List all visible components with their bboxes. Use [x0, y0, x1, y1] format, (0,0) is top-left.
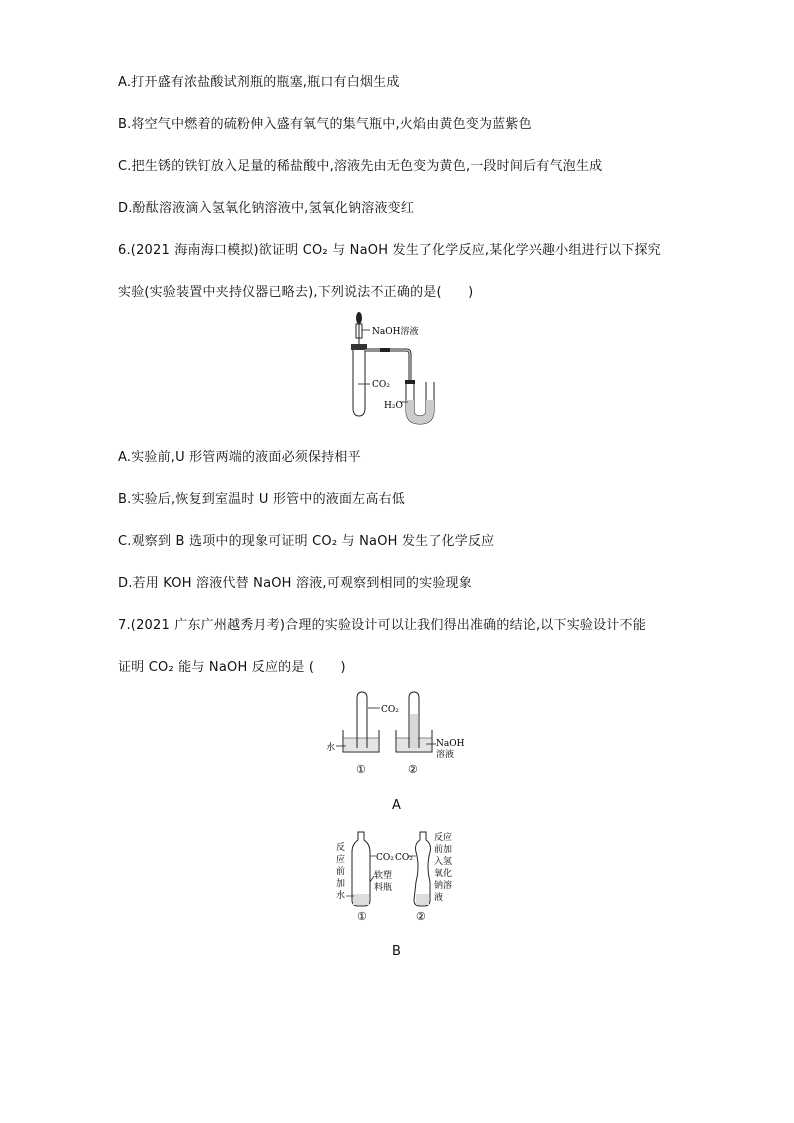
vertical-char: 加 — [336, 879, 346, 889]
vertical-char: 前加 — [434, 845, 453, 855]
bottle-label-2: 料瓶 — [374, 883, 393, 893]
q6-option-c: C.观察到 B 选项中的现象可证明 CO₂ 与 NaOH 发生了化学反应 — [118, 534, 495, 549]
q6-option-a: A.实验前,U 形管两端的液面必须保持相平 — [118, 450, 361, 465]
num-1: ① — [356, 763, 366, 776]
dropper-bulb — [356, 312, 362, 324]
q5-option-b: B.将空气中燃着的硫粉伸入盛有氧气的集气瓶中,火焰由黄色变为蓝紫色 — [118, 117, 532, 132]
vertical-char: 反应 — [434, 833, 453, 843]
q6-stem-line2: 实验(实验装置中夹持仪器已略去),下列说法不正确的是( ) — [118, 285, 474, 300]
q6-apparatus-figure — [340, 310, 460, 430]
q6-option-d: D.若用 KOH 溶液代替 NaOH 溶液,可观察到相同的实验现象 — [118, 576, 472, 591]
vertical-char: 应 — [336, 855, 346, 865]
num-2: ② — [408, 763, 418, 776]
vertical-char: 钠溶 — [434, 881, 453, 891]
bottle-label-1: 软塑 — [374, 871, 393, 881]
vertical-char: 反 — [336, 843, 346, 853]
label-naoh-1: NaOH — [436, 739, 465, 749]
label-co2-right: CO₂ — [395, 853, 413, 863]
label-water: 水 — [326, 743, 336, 753]
vertical-char: 液 — [434, 893, 444, 903]
test-tube — [353, 348, 365, 416]
label-naoh-2: 溶液 — [436, 750, 455, 760]
vertical-char: 水 — [336, 891, 346, 901]
q7-figure-b — [330, 826, 480, 926]
q7-figure-a-caption: A — [392, 798, 401, 813]
stopper — [351, 344, 367, 350]
q7-stem-line2: 证明 CO₂ 能与 NaOH 反应的是 ( ) — [118, 660, 346, 675]
q7-figure-b-caption: B — [392, 944, 401, 959]
vertical-char: 氧化 — [434, 869, 453, 879]
vertical-char: 入氢 — [434, 857, 453, 867]
u-tube-water — [406, 400, 434, 424]
q7-figure-a — [326, 688, 476, 780]
label-co2: CO₂ — [372, 380, 390, 390]
q5-option-c: C.把生锈的铁钉放入足量的稀盐酸中,溶液先由无色变为黄色,一段时间后有气泡生成 — [118, 159, 603, 174]
num-1: ① — [357, 910, 367, 923]
q5-option-a: A.打开盛有浓盐酸试剂瓶的瓶塞,瓶口有白烟生成 — [118, 75, 400, 90]
num-2: ② — [416, 910, 426, 923]
label-h2o: H₂O — [384, 401, 403, 411]
vertical-char: 前 — [336, 867, 346, 877]
q5-option-d: D.酚酞溶液滴入氢氧化钠溶液中,氢氧化钠溶液变红 — [118, 201, 415, 216]
connecting-tube — [365, 350, 410, 382]
q6-stem-line1: 6.(2021 海南海口模拟)欲证明 CO₂ 与 NaOH 发生了化学反应,某化学兴趣小组进行以下探究 — [118, 243, 661, 258]
q6-option-b: B.实验后,恢复到室温时 U 形管中的液面左高右低 — [118, 492, 405, 507]
label-naoh: NaOH溶液 — [372, 327, 419, 337]
label-co2: CO₂ — [376, 853, 394, 863]
q7-stem-line1: 7.(2021 广东广州越秀月考)合理的实验设计可以让我们得出准确的结论,以下实验设计不能 — [118, 618, 646, 633]
label-co2: CO₂ — [381, 705, 399, 715]
